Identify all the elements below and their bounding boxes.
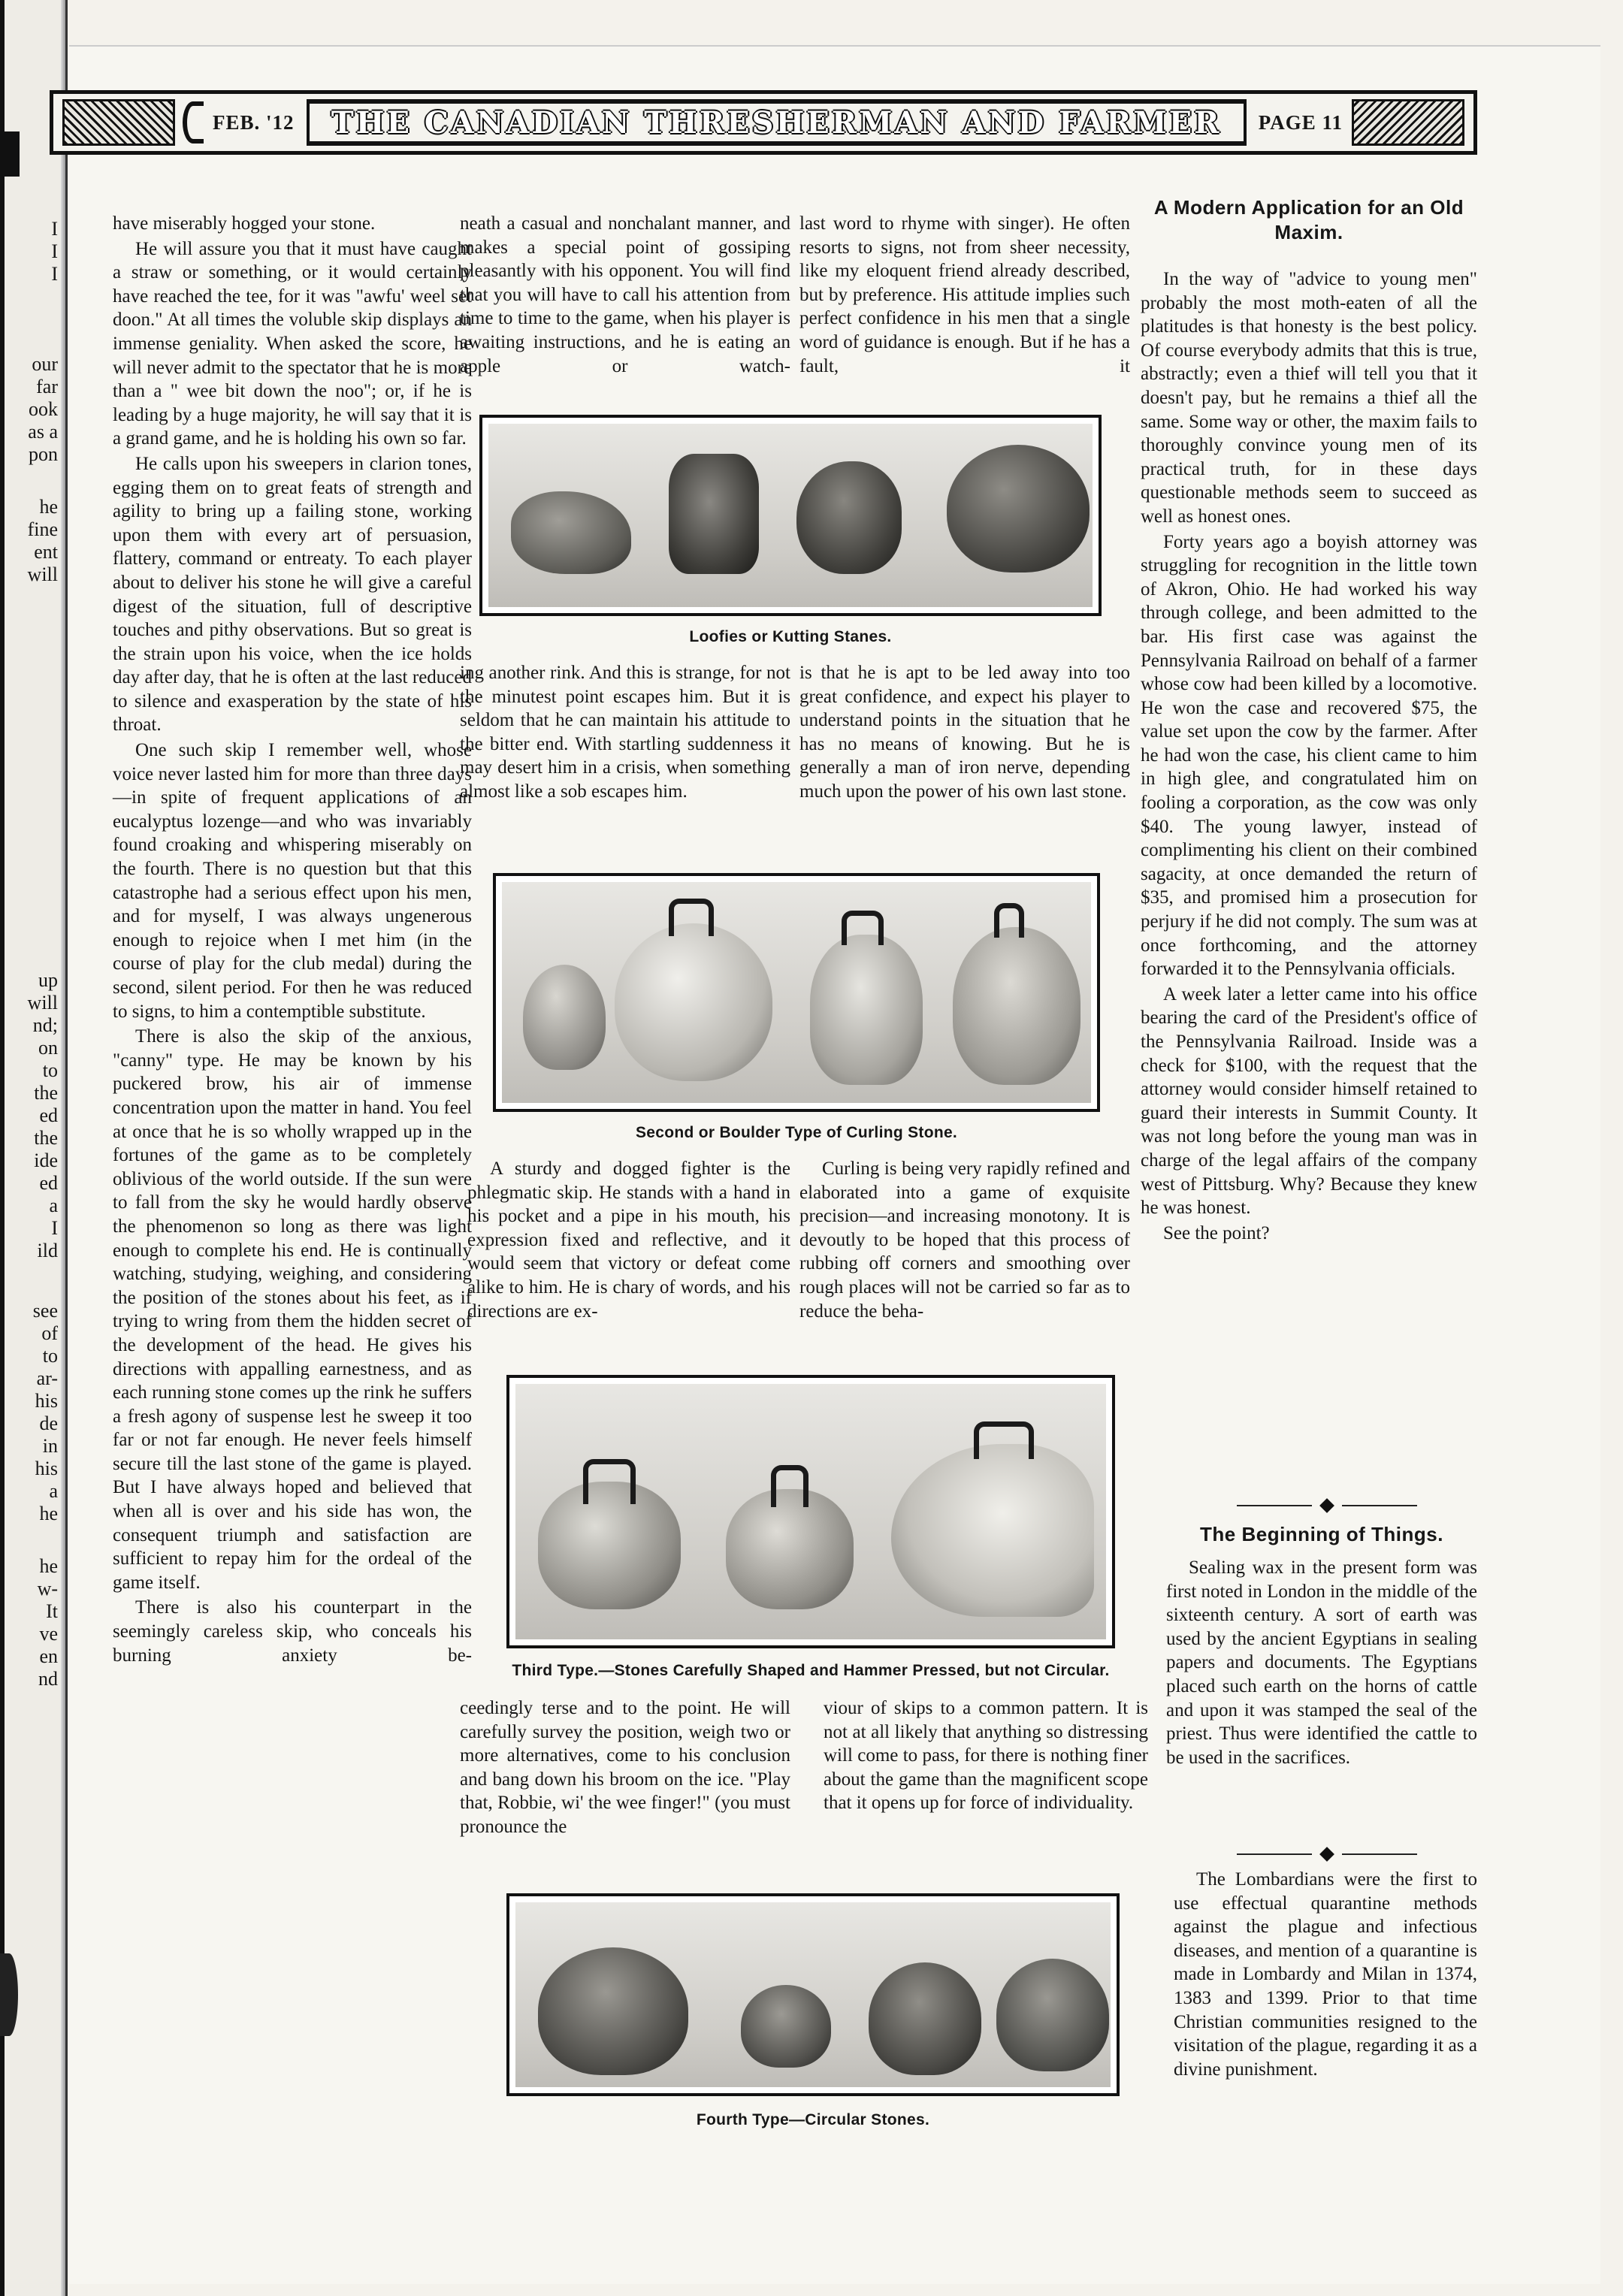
paragraph: ceedingly terse and to the point. He will carefully survey the position, weigh two or more alternatives, come to his conclusion and bang down his broom on the ice. "Play that, Robbie, wi' the wee finger!" (you must pronounce the <box>460 1698 790 1837</box>
publication-title: THE CANADIAN THRESHERMAN AND FARMER <box>307 99 1247 146</box>
paragraph: He will assure you that it must have caught a straw or something, or it would certainly have reached the tee, for it was "awfu' weel set doon." At all times the voluble skip displays an immense geniality. When asked the score, he will never admit to the spectator that he is more than a " wee bit down the noo"; or, if he is leading by a huge majority, he will say that it is a grand game, and he is holding his own so far. <box>113 238 472 449</box>
curling-article-column-1 <box>113 212 472 1669</box>
paragraph: ing another rink. And this is strange, for not the minutest point escapes him. But it is seldom that he can maintain his attitude to the bitter end. With startling suddenness it may desert him in a crisis, when something almost like a sob escapes him. <box>460 663 790 802</box>
masthead-ornament-fragment <box>0 131 20 177</box>
stone-image <box>996 1959 1109 2071</box>
curling-article-column-3-middle <box>799 661 1130 805</box>
curling-article-column-2-middle <box>460 661 790 805</box>
curling-article-column-2-bottom <box>460 1696 790 1841</box>
stone-image <box>891 1444 1094 1617</box>
stone-photograph <box>488 424 1093 607</box>
stone-image <box>796 461 902 574</box>
stone-handle <box>771 1465 808 1507</box>
stone-handle <box>974 1421 1034 1459</box>
curling-article-column-3-lower <box>799 1157 1130 1325</box>
lombardians-article <box>1174 1868 1477 2083</box>
prev-page-text-fragment: see of to ar- his de in his a he <box>32 1300 58 1524</box>
decorative-figure-fragment <box>0 1953 18 2036</box>
paragraph: There is also his counterpart in the seemingly careless skip, who conceals his burning anxiety be- <box>113 1597 472 1666</box>
page-number: PAGE 11 <box>1258 110 1343 134</box>
right-column <box>1141 195 1477 1246</box>
figure-caption: Second or Boulder Type of Curling Stone. <box>635 1124 958 1141</box>
stone-image <box>741 1985 831 2068</box>
article-heading-beginning: The Beginning of Things. <box>1200 1523 1443 1545</box>
prev-page-text-fragment: he w- It ve en nd <box>37 1555 58 1690</box>
curling-article-column-3-bottom <box>824 1696 1148 1817</box>
paragraph: There is also the skip of the anxious, "canny" type. He may be known by his puckered brow, his air of immense concentration upon the matter in hand. You feel at once that he is so wholly wrapped up in the fortunes of the game as to be completely oblivious of the world outside. If the sun were to fall from the sky he would hardly observe the phenomenon so long as there was light enough to complete his end. He is continually watching, studying, weighing, and considering the position of the stones about his feet, as if trying to wring from them the hidden secret of the development of the head. He gives his directions with appalling earnestness, and as each running stone comes up the rink he suffers a fresh agony of suspense lest he sweep it too far or not far enough. He never feels himself secure till the last stone of the game is played. But I have always hoped and believed that when all is over and his side has won, the consequent triumph and satisfaction are sufficient to repay him for the ordeal of the game itself. <box>113 1026 472 1593</box>
paragraph: is that he is apt to be led away into too great confidence, and expect his player to understand points in the situation that he has no means of knowing. But he is generally a man of iron nerve, depending much upon the power of his own last stone. <box>799 663 1130 802</box>
photo-circular-stones <box>506 1893 1120 2096</box>
paragraph: A week later a letter came into his office bearing the card of the President's office of the Pennsylvania Railroad. Inside was a check for $100, with the request that the attorney would consider himself retained to guard their interests in Summit County. It was not long before the young man was in charge of the legal affairs of the company west of Pittsburg. Why? Because they knew he was honest. <box>1141 983 1477 1219</box>
paragraph: Forty years ago a boyish attorney was struggling for recognition in the little town of Akron, Ohio. He had worked his way through college, and been admitted to the bar. His first case was against the Pennsylvania Railroad on behalf of a farmer whose cow had been killed by a locomotive. He won the case and recovered $75, the value set upon the cow by the farmer. After he had won the case, his client came to him in high glee, and congratulated him on fooling a corporation, as the cow was only $40. The young lawyer, instead of complimenting his client on their combined sagacity, at once demanded the return of $35, and promised him a prosecution for perjury if he did not comply. The sum was at once forthcoming, and the attorney forwarded it to the Pennsylvania officials. <box>1141 531 1477 980</box>
stone-image <box>511 491 631 574</box>
paragraph: The Lombardians were the first to use effectual quarantine methods against the plague and infectious diseases, and mention of a quarantine is made in Lombardy and Milan in 1374, 1383 and 1399. Prior to that time Christian communities resigned to the visitation of the plague, regarding it as a divine punishment. <box>1174 1869 1477 2080</box>
paragraph: See the point? <box>1163 1222 1270 1243</box>
figure-caption: Loofies or Kutting Stanes. <box>689 628 892 645</box>
paragraph: Sealing wax in the present form was first noted in London in the middle of the sixteenth century. A sort of earth was used by the ancient Egyptians in sealing papers and documents. The Egyptians placed such earth on the horns of cattle and upon it was stamped the seal of the priest. Thus were identified the cattle to be used in the sacrifices. <box>1166 1557 1477 1768</box>
stone-photograph <box>502 882 1091 1103</box>
scroll-ornament-icon <box>183 101 204 144</box>
stone-handle <box>669 899 714 936</box>
divider-line <box>1237 1853 1312 1855</box>
previous-page-edge <box>0 0 68 2296</box>
stone-handle <box>842 911 884 945</box>
divider-line <box>1342 1505 1417 1506</box>
paragraph: He calls upon his sweepers in clarion tones, egging them on to great feats of strength and agility to bring up a failing stone, working upon them with every art of persuasion, flattery, command or entreaty. To each player about to deliver his stone he will give a careful digest of the situation, full of descriptive touches and pithy observations. But so great is the strain upon his voice, when the ice holds day after day, that he is often at the last reduced to silence and exasperation by the state of his throat. <box>113 453 472 736</box>
stone-image <box>615 923 772 1081</box>
article-heading-maxim: A Modern Application for an Old Maxim. <box>1153 196 1464 243</box>
photo-boulder-type-stones <box>493 873 1100 1112</box>
figure-caption: Fourth Type—Circular Stones. <box>696 2111 930 2128</box>
curling-article-column-2-top <box>460 212 790 379</box>
beginning-of-things-article <box>1166 1522 1477 1771</box>
paragraph: In the way of "advice to young men" probably the most moth-eaten of all the platitudes is that honesty is the best policy. Of course everybody admits that this is true, abstractly; even a thief will tell you that it doesn't pay, but he remains a thief all the same. Some way or other, the maxim fails to thoroughly convince young men of its practical truth, for in these days questionable methods seem to succeed as well as honest ones. <box>1141 269 1477 527</box>
paragraph: neath a casual and nonchalant manner, and makes a special point of gossiping pleasantly with his opponent. You will find that you will have to call his attention from time to time to the game, when his player is awaiting instructions, and he is eating an apple or watch- <box>460 213 790 376</box>
threshing-machine-ornament-icon <box>62 99 175 146</box>
stone-photograph <box>515 1902 1111 2087</box>
prev-page-text-fragment: I I I <box>51 218 58 285</box>
stone-image <box>523 965 606 1070</box>
issue-date: FEB. '12 <box>213 110 295 134</box>
stone-handle <box>994 903 1024 938</box>
photo-third-type-stones <box>506 1375 1115 1648</box>
stone-photograph <box>515 1384 1106 1639</box>
stone-image <box>538 1947 688 2075</box>
stone-handle <box>583 1459 636 1504</box>
paragraph: have miserably hogged your stone. <box>113 213 376 234</box>
curling-article-column-2-lower <box>467 1157 790 1325</box>
paragraph: Curling is being very rapidly refined and elaborated into a game of exquisite precision—and increasing monotony. It is devoutly to be hoped that this process of rubbing off corners and smoothing over rough places will not be carried so far as to reduce the beha- <box>799 1159 1130 1322</box>
stone-image <box>810 935 923 1085</box>
stone-image <box>669 454 759 574</box>
photo-loofies-stones <box>479 415 1102 616</box>
divider-line <box>1342 1853 1417 1855</box>
stone-image <box>726 1489 854 1609</box>
masthead <box>50 90 1477 155</box>
section-divider <box>1237 1853 1417 1856</box>
stone-image <box>869 1962 981 2075</box>
figure-caption: Third Type.—Stones Carefully Shaped and Hammer Pressed, but not Circular. <box>512 1662 1110 1679</box>
prev-page-text-fragment: up will nd; on to the ed the ide ed a I ild <box>27 969 58 1261</box>
curling-article-column-3-top <box>799 212 1130 379</box>
stone-image <box>947 445 1090 572</box>
section-divider <box>1237 1504 1417 1507</box>
steam-engine-ornament-icon <box>1352 99 1464 146</box>
prev-page-text-fragment: he fine ent will <box>27 496 58 585</box>
paragraph: A sturdy and dogged fighter is the phlegmatic skip. He stands with a hand in his pocket and a pipe in his mouth, his expression fixed and reflective, and it would seem that victory or defeat come alike to him. He is chary of words, and his directions are ex- <box>467 1159 790 1322</box>
page-fold-shadow <box>61 0 65 2296</box>
paragraph: last word to rhyme with singer). He often resorts to signs, not from sheer necessity, like my eloquent friend already described, but by preference. His attitude implies such perfect confidence in his men that a single word of guidance is enough. But if he has a fault, it <box>799 213 1130 376</box>
paragraph: viour of skips to a common pattern. It is not at all likely that anything so distressing will come to pass, for there is nothing finer about the game than the magnificent scope that it opens up for force of individuality. <box>824 1698 1148 1814</box>
prev-page-text-fragment: our far ook as a pon <box>28 353 58 465</box>
stone-image <box>953 927 1080 1085</box>
divider-line <box>1237 1505 1312 1506</box>
paragraph: One such skip I remember well, whose voice never lasted him for more than three days—in spite of frequent applications of an eucalyptus lozenge—and who was invariably found croaking and whispering miserably on the fourth. There is no question but that this catastrophe had a serious effect upon his men, and for myself, I was always ungenerous enough to rejoice when I met him (in the course of play for the club medal) during the second, silent period. For then he was reduced to signs, to him a contemptible substitute. <box>113 740 472 1022</box>
